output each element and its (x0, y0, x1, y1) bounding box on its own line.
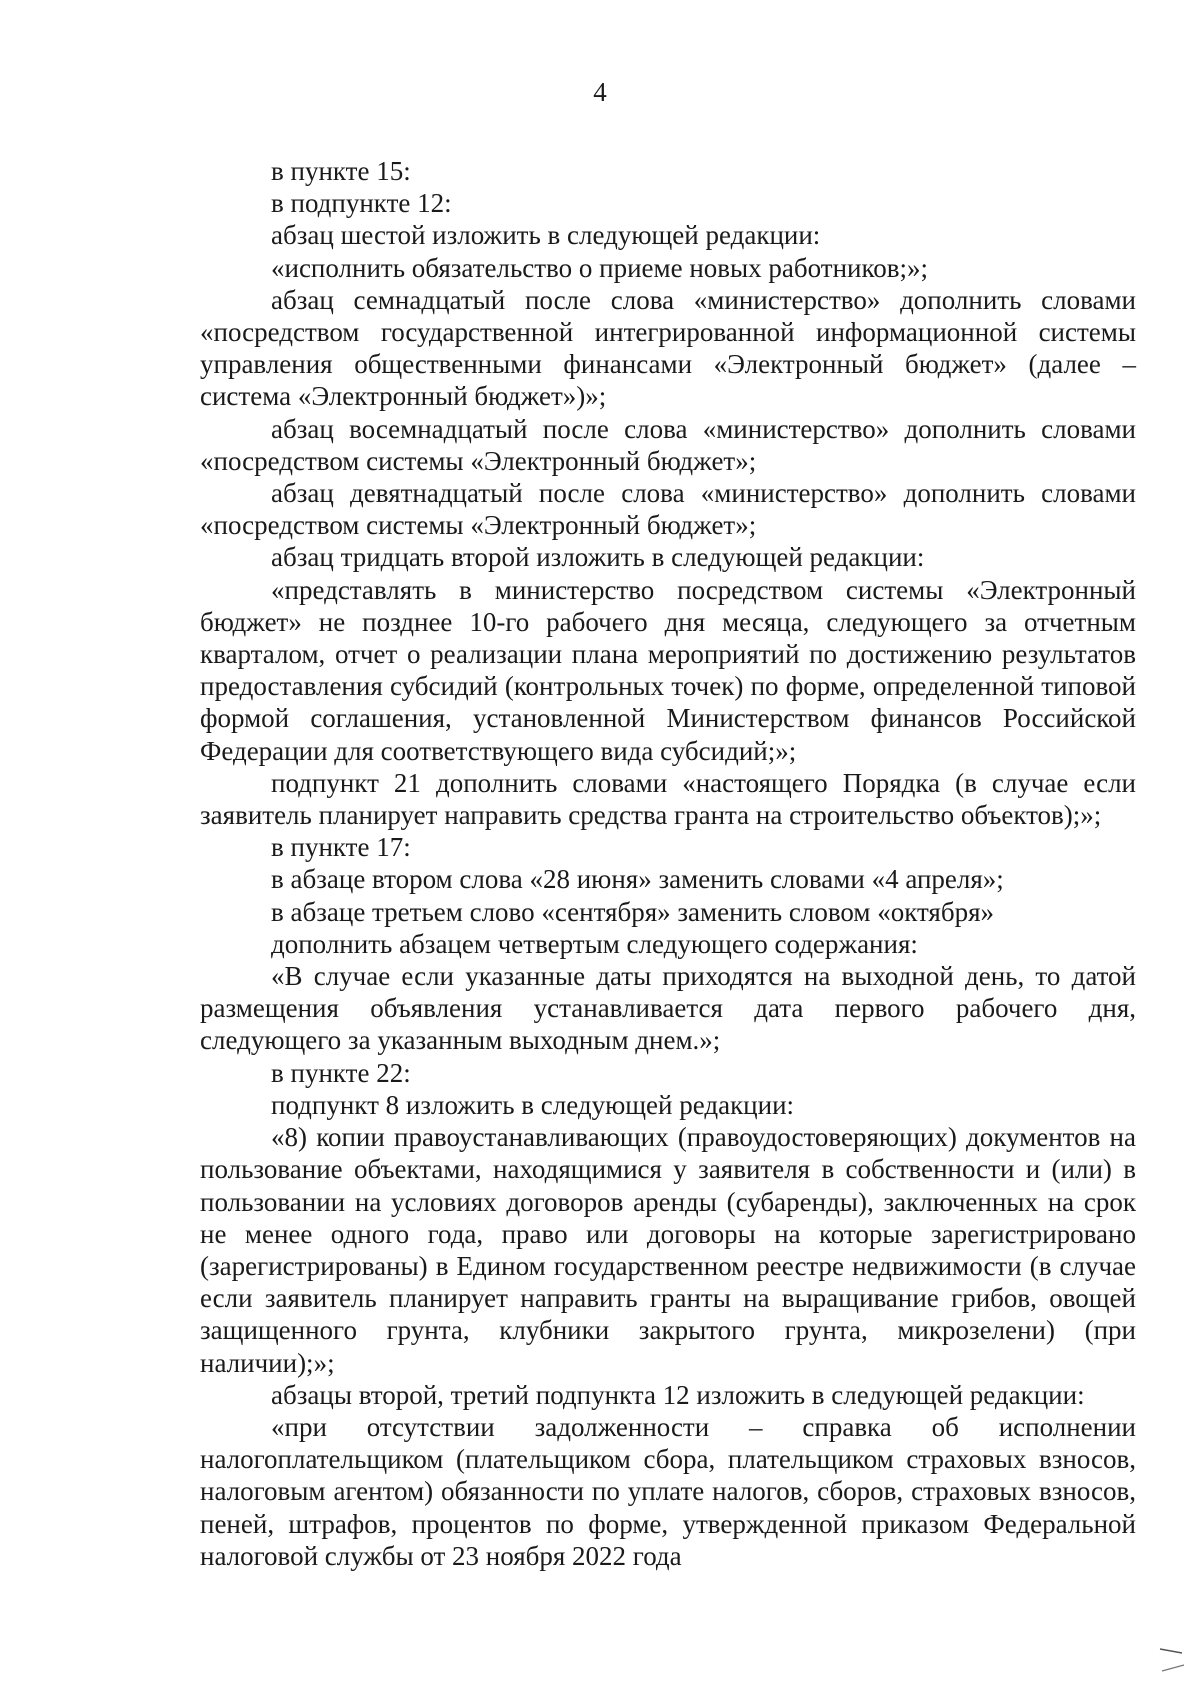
paragraph: «при отсутствии задолженности – справка об исполнении налогоплательщиком (плательщиком сбора, плательщиком страховых взносов, налоговым агентом) обязанности по уплате налогов, сборов, страховых взносов, пеней, штрафов, процентов по форме, утвержденной приказом Федеральной налоговой службы от 23 ноября 2022 года (200, 1411, 1136, 1571)
paragraph: абзац тридцать второй изложить в следующей редакции: (271, 542, 925, 573)
paragraph: «В случае если указанные даты приходятся на выходной день, то датой размещения объявления устанавливается дата первого рабочего дня, следующего за указанным выходным днем.»; (200, 961, 1136, 1056)
paragraph: абзац восемнадцатый после слова «министерство» дополнить словами «посредством системы «Электронный бюджет»; (200, 413, 1136, 476)
paragraph: абзац семнадцатый после слова «министерство» дополнить словами «посредством государственной интегрированной информационной системы управления общественными финансами «Электронный бюджет» (далее – система «Электронный бюджет»)»; (200, 284, 1136, 412)
paragraph: в абзаце третьем слово «сентября» заменить словом «октября» (271, 896, 994, 927)
paragraph: «8) копии правоустанавливающих (правоудостоверяющих) документов на пользование объектами, находящимися у заявителя в собственности и (или) в пользовании на условиях договоров аренды (субаренды), заключенных на срок не менее одного года, право или договоры на которые зарегистрировано (зарегистрированы) в Едином государственном реестре недвижимости (в случае если заявитель планирует направить гранты на выращивание грибов, овощей защищенного грунта, клубники закрытого грунта, микрозелени) (при наличии);»; (200, 1122, 1136, 1378)
paragraph: подпункт 21 дополнить словами «настоящего Порядка (в случае если заявитель планирует направить средства гранта на строительство объектов);»; (200, 767, 1136, 831)
paragraph: подпункт 8 изложить в следующей редакции: (271, 1089, 795, 1120)
paragraph: в пункте 15: (271, 156, 411, 186)
paragraph: абзац девятнадцатый после слова «министерство» дополнить словами «посредством системы «Электронный бюджет»; (200, 478, 1136, 541)
scan-mark-icon (1156, 1641, 1186, 1681)
document-body (200, 155, 1136, 1572)
paragraph: в пункте 17: (271, 832, 411, 863)
paragraph: в абзаце втором слова «28 июня» заменить словами «4 апреля»; (271, 864, 1004, 895)
paragraph: дополнить абзацем четвертым следующего содержания: (271, 928, 918, 959)
paragraph: в пункте 22: (271, 1057, 411, 1088)
page-number: 4 (593, 77, 607, 107)
paragraph: «представлять в министерство посредством системы «Электронный бюджет» не позднее 10-го рабочего дня месяца, следующего за отчетным кварталом, отчет о реализации плана мероприятий по достижению результатов предоставления субсидий (контрольных точек) по форме, определенной типовой формой соглашения, установленной Министерством финансов Российской Федерации для соответствующего вида субсидий;»; (200, 574, 1136, 766)
paragraph: абзацы второй, третий подпункта 12 изложить в следующей редакции: (271, 1379, 1085, 1410)
paragraph: абзац шестой изложить в следующей редакции: (271, 220, 821, 251)
paragraph: в подпункте 12: (271, 188, 452, 219)
paragraph: «исполнить обязательство о приеме новых работников;»; (271, 252, 928, 283)
